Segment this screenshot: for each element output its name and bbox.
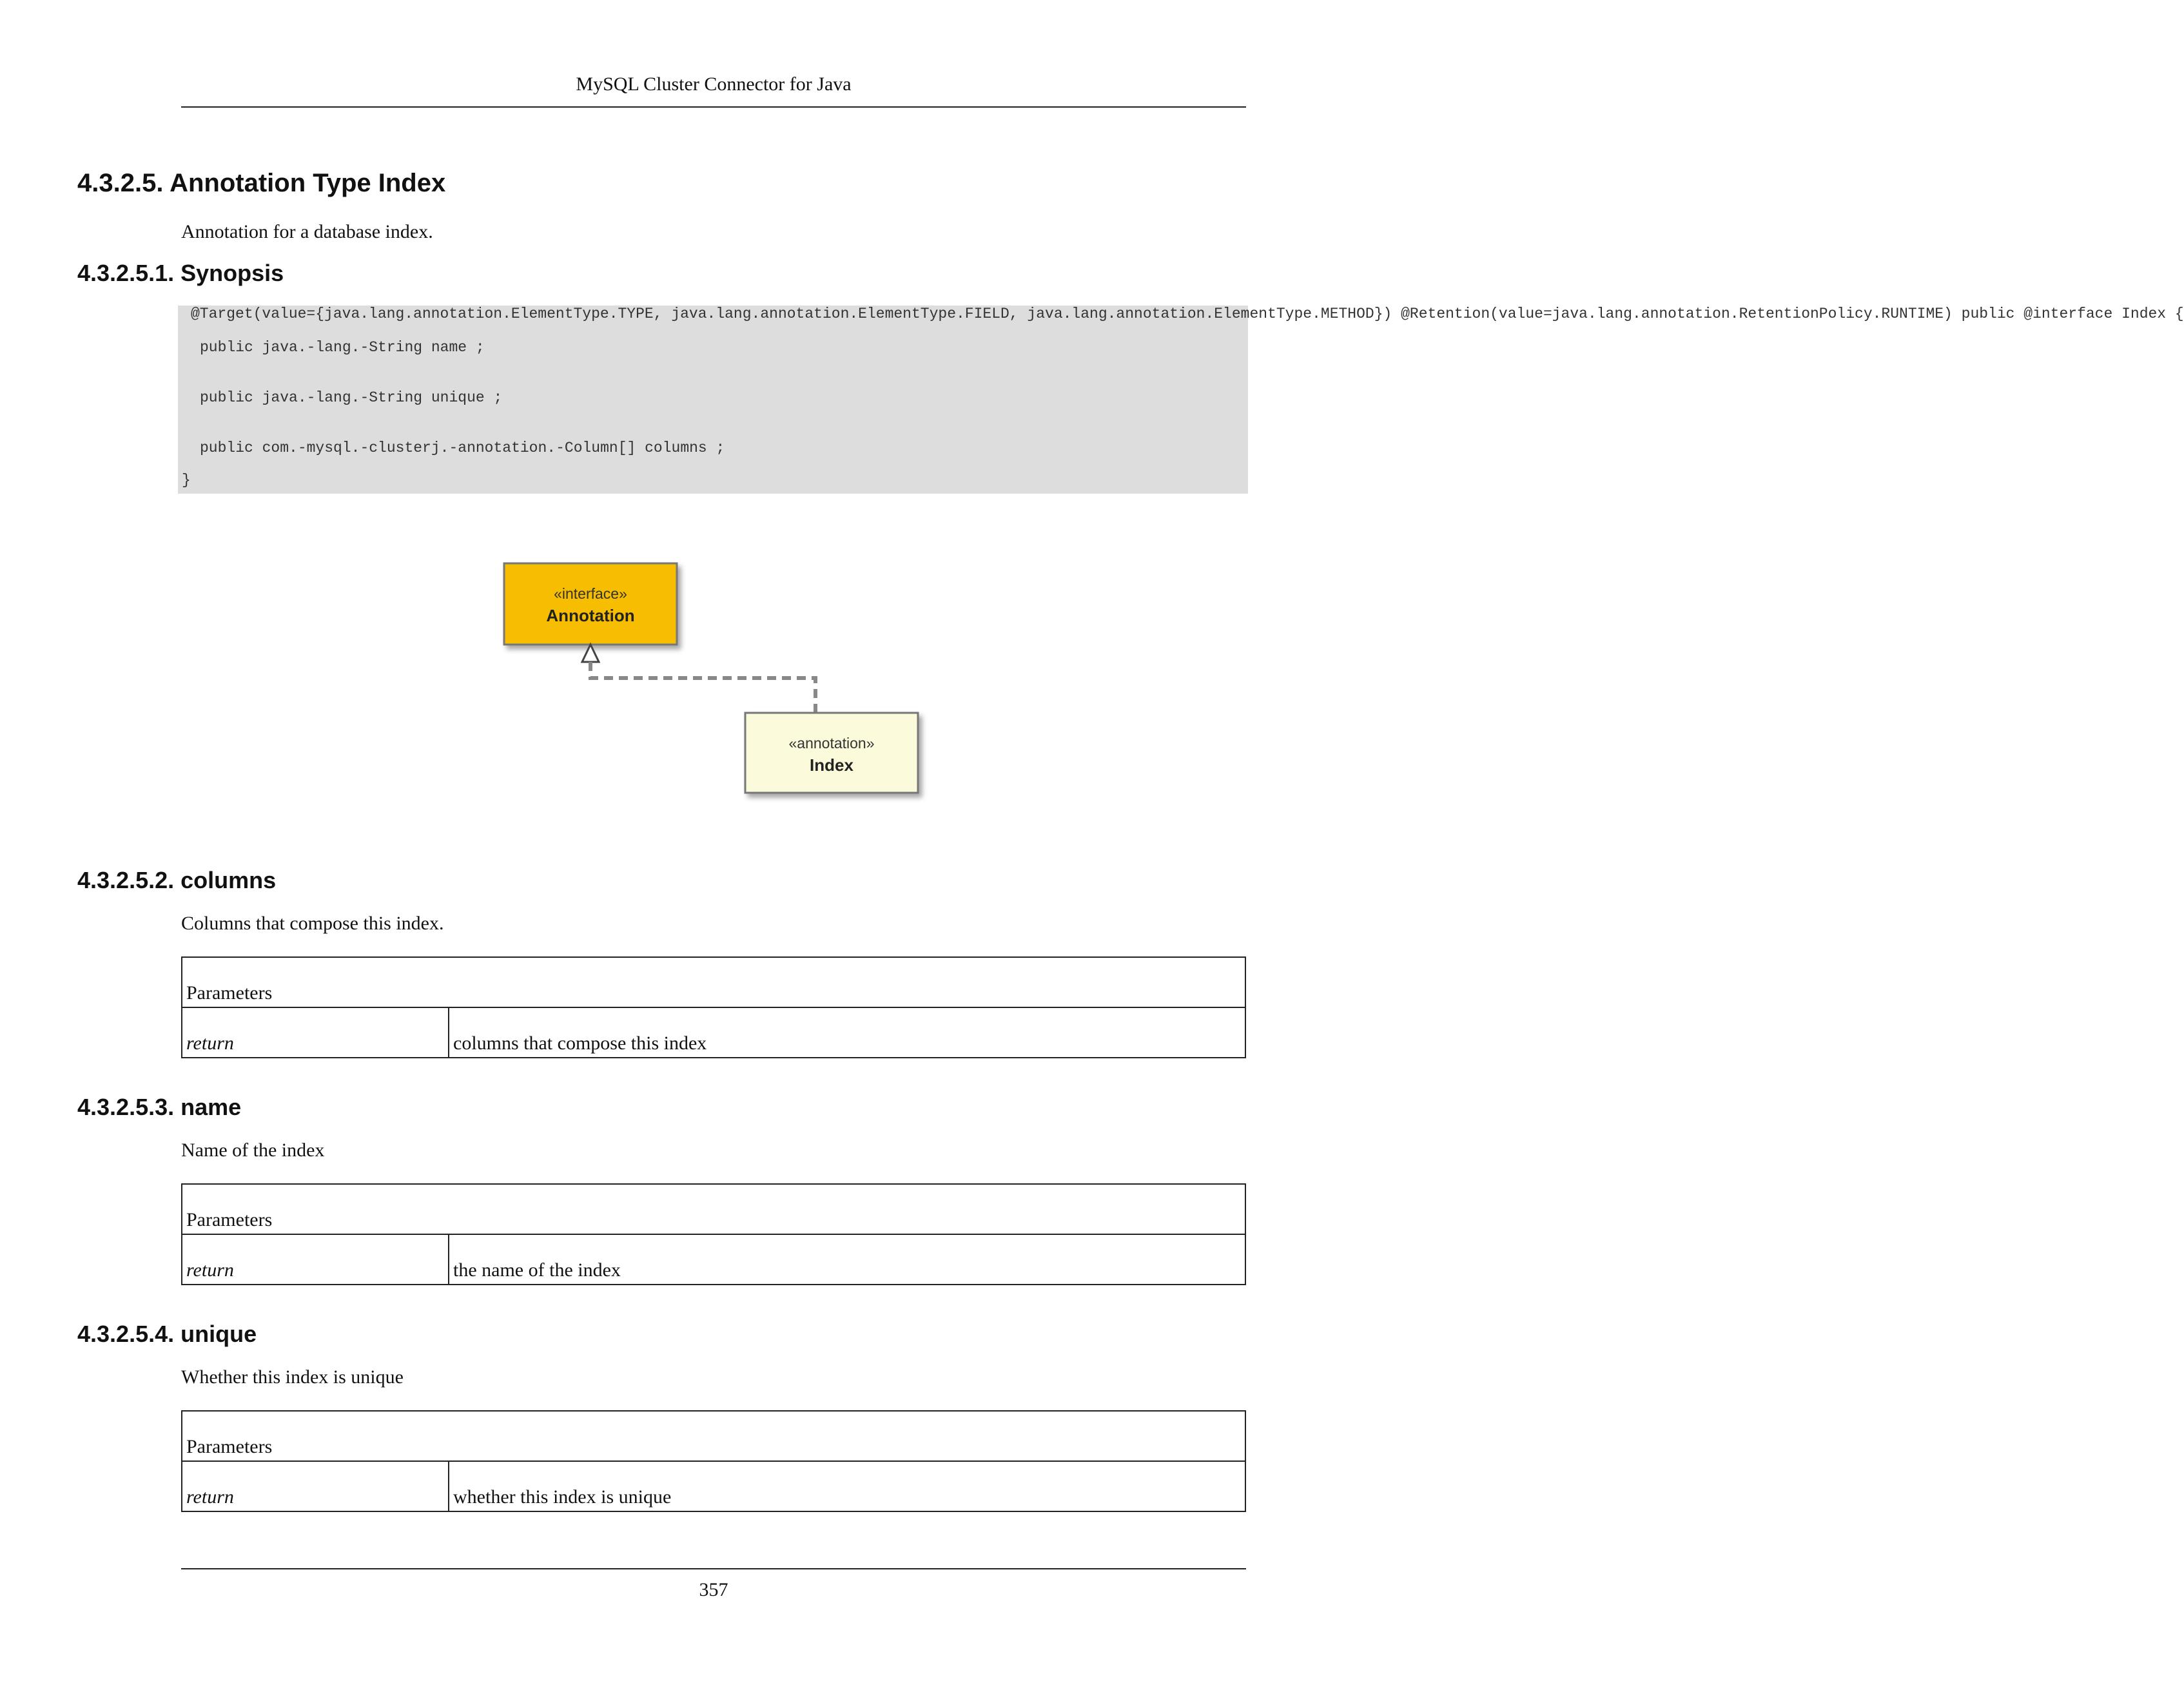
synopsis-code-block bbox=[178, 306, 2184, 494]
synopsis-heading: 4.3.2.5.1. Synopsis bbox=[77, 260, 284, 286]
code-line-columns: public com.-mysql.-clusterj.-annotation.-Column[] columns ; bbox=[200, 440, 725, 456]
table-header: Parameters bbox=[182, 1411, 1245, 1461]
param-description: whether this index is unique bbox=[449, 1461, 1245, 1511]
header-rule bbox=[181, 106, 1246, 108]
member-heading-unique: 4.3.2.5.4. unique bbox=[77, 1321, 257, 1347]
uml-class-diagram bbox=[496, 556, 935, 813]
realization-arrow bbox=[582, 645, 815, 713]
param-description: the name of the index bbox=[449, 1234, 1245, 1285]
interface-annotation-box bbox=[504, 563, 677, 645]
member-description-columns: Columns that compose this index. bbox=[181, 913, 444, 934]
interface-name: Annotation bbox=[546, 606, 635, 625]
interface-stereotype: «interface» bbox=[554, 585, 627, 602]
parameters-table-columns bbox=[181, 956, 1246, 1058]
annotation-stereotype: «annotation» bbox=[788, 735, 875, 752]
param-description: columns that compose this index bbox=[449, 1007, 1245, 1058]
parameters-table-unique bbox=[181, 1410, 1246, 1512]
annotation-name: Index bbox=[810, 755, 853, 775]
member-heading-name: 4.3.2.5.3. name bbox=[77, 1094, 242, 1120]
param-name: return bbox=[182, 1461, 449, 1511]
code-line-close-brace: } bbox=[182, 472, 191, 489]
code-line-name: public java.-lang.-String name ; bbox=[200, 339, 485, 356]
param-name: return bbox=[182, 1234, 449, 1285]
section-description: Annotation for a database index. bbox=[181, 221, 433, 242]
member-description-unique: Whether this index is unique bbox=[181, 1366, 404, 1388]
table-header: Parameters bbox=[182, 957, 1245, 1007]
annotation-index-box bbox=[745, 713, 918, 793]
code-line-unique: public java.-lang.-String unique ; bbox=[200, 389, 503, 406]
running-header: MySQL Cluster Connector for Java bbox=[576, 73, 852, 95]
member-description-name: Name of the index bbox=[181, 1140, 325, 1161]
code-line-target: @Target(value={java.lang.annotation.ElementType.TYPE, java.lang.annotation.ElementType.FIELD, java.lang.annotation.ElementType.METHOD}) @Retention(value=java.lang.annotation.RetentionPolicy.RUNTIME) public @interface Index { bbox=[191, 306, 2184, 322]
footer-rule bbox=[181, 1568, 1246, 1569]
page-number: 357 bbox=[699, 1579, 728, 1600]
member-heading-columns: 4.3.2.5.2. columns bbox=[77, 867, 277, 893]
section-title: 4.3.2.5. Annotation Type Index bbox=[77, 169, 446, 197]
table-header: Parameters bbox=[182, 1184, 1245, 1234]
param-name: return bbox=[182, 1007, 449, 1058]
parameters-table-name bbox=[181, 1183, 1246, 1285]
